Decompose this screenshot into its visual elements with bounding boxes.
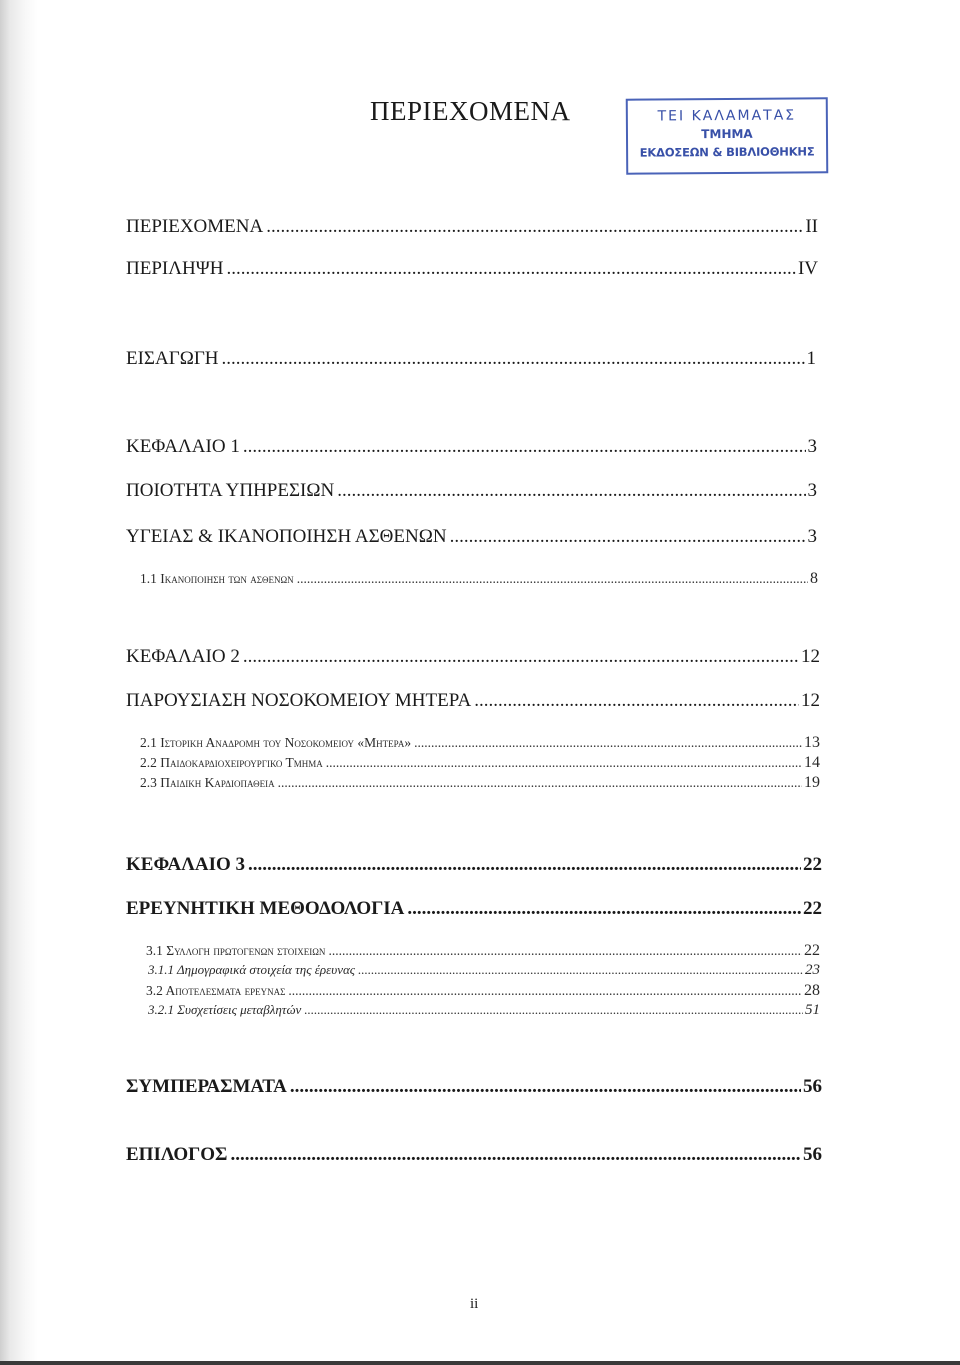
toc-label: ΕΡΕΥΝΗΤΙΚΗ ΜΕΘΟΔΟΛΟΓΙΑ (126, 898, 405, 919)
toc-entry-3-1[interactable] (146, 942, 820, 960)
toc-page: 14 (804, 754, 820, 771)
toc-page: 22 (804, 942, 820, 959)
toc-page: 12 (801, 690, 820, 711)
toc-entry-2-3[interactable] (140, 774, 820, 792)
toc-entry-chapter-2[interactable] (126, 646, 820, 668)
page-title: ΠΕΡΙΕΧΟΜΕΝΑ (370, 96, 571, 126)
toc-entry-2-1[interactable] (140, 734, 820, 752)
page-number: ii (470, 1296, 479, 1312)
toc-page: 22 (803, 854, 822, 875)
stamp-line-2: ΤΜΗΜΑ (701, 126, 753, 142)
toc-entry-3-2[interactable] (146, 982, 820, 1000)
toc-entry-chapter-3[interactable] (126, 854, 822, 876)
stamp-line-1: ΤΕΙ ΚΑΛΑΜΑΤΑΣ (657, 107, 797, 125)
toc-entry-chapter-1[interactable] (126, 436, 817, 458)
toc-entry-hospital-presentation[interactable] (126, 690, 820, 712)
toc-page: 3 (807, 526, 817, 547)
toc-entry-epilogue[interactable] (126, 1144, 822, 1166)
toc-page: 3 (807, 436, 817, 457)
scan-edge-bottom (0, 1361, 960, 1365)
toc-page: II (805, 216, 818, 237)
toc-label: ΠΟΙΟΤΗΤΑ ΥΠΗΡΕΣΙΩΝ (126, 480, 335, 501)
toc-page: 13 (804, 734, 820, 751)
toc-page: 23 (805, 962, 820, 978)
toc-page: 56 (803, 1076, 822, 1097)
toc-entry-3-2-1[interactable] (148, 1002, 820, 1019)
toc-entry-contents[interactable] (126, 216, 818, 238)
toc-label: ΕΠΙΛΟΓΟΣ (126, 1144, 228, 1165)
toc-entry-research-methodology[interactable] (126, 898, 822, 920)
toc-page: 3 (807, 480, 817, 501)
toc-page: 12 (801, 646, 820, 667)
toc-page: 8 (810, 570, 818, 587)
toc-label: 3.2 Αποτελεσματα ερευνας (146, 983, 286, 998)
toc-page: 22 (803, 898, 822, 919)
toc-label: 3.1 Συλλογη πρωτογενων στοιχειων (146, 943, 326, 958)
toc-entry-2-2[interactable] (140, 754, 820, 772)
toc-entry-service-quality[interactable] (126, 480, 817, 502)
stamp-line-3: ΕΚΔΟΣΕΩΝ & ΒΙΒΛΙΟΘΗΚΗΣ (639, 144, 815, 160)
toc-page: 28 (804, 982, 820, 999)
toc-entry-patient-satisfaction[interactable] (126, 526, 817, 548)
toc-label: ΚΕΦΑΛΑΙΟ 1 (126, 436, 240, 457)
toc-label: 3.1.1 Δημογραφικά στοιχεία της έρευνας (148, 962, 356, 977)
toc-label: ΣΥΜΠΕΡΑΣΜΑΤΑ (126, 1076, 287, 1097)
toc-label: 2.2 Παιδοκαρδιοχειρουργικο Τμημα (140, 755, 323, 770)
toc-entry-3-1-1[interactable] (148, 962, 820, 979)
toc-entry-introduction[interactable] (126, 348, 816, 370)
toc-page: 56 (803, 1144, 822, 1165)
toc-label: ΕΙΣΑΓΩΓΗ (126, 348, 219, 369)
toc-label: ΥΓΕΙΑΣ & ΙΚΑΝΟΠΟΙΗΣΗ ΑΣΘΕΝΩΝ (126, 526, 447, 547)
toc-label: ΚΕΦΑΛΑΙΟ 2 (126, 646, 240, 667)
toc-page: 1 (806, 348, 816, 369)
toc-label: 1.1 Ικανοποιηση των ασθενων (140, 571, 294, 586)
toc-label: ΚΕΦΑΛΑΙΟ 3 (126, 854, 246, 875)
toc-label: 2.1 Ιστορικη Αναδρομη του Νοσοκομειου «Μητερα» (140, 735, 412, 750)
toc-page: 19 (804, 774, 820, 791)
toc-label: 2.3 Παιδικη Καρδιοπαθεια (140, 775, 275, 790)
toc-label: ΠΕΡΙΕΧΟΜΕΝΑ (126, 216, 264, 237)
toc-page: 51 (805, 1002, 820, 1018)
toc-label: ΠΑΡΟΥΣΙΑΣΗ ΝΟΣΟΚΟΜΕΙΟΥ ΜΗΤΕΡΑ (126, 690, 472, 711)
toc-label: ΠΕΡΙΛΗΨΗ (126, 258, 224, 279)
toc-entry-1-1[interactable] (140, 570, 818, 588)
toc-page: IV (797, 258, 818, 279)
toc-entry-conclusions[interactable] (126, 1076, 822, 1098)
toc-entry-abstract[interactable] (126, 258, 818, 280)
toc-label: 3.2.1 Συσχετίσεις μεταβλητών (148, 1002, 302, 1017)
